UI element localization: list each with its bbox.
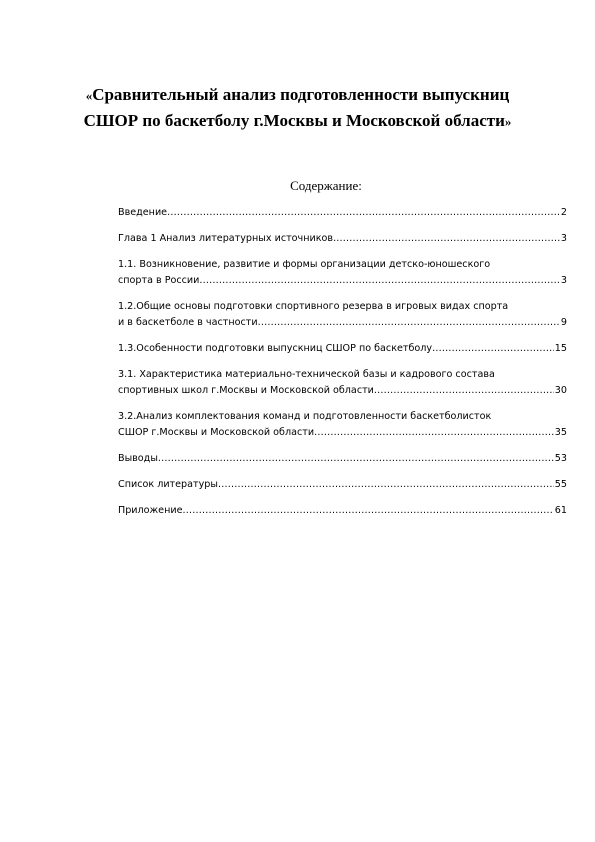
toc-entry-text-line: 3.2.Анализ комплектования команд и подготовленности баскетболисток bbox=[118, 411, 492, 422]
toc-dot-leader bbox=[167, 205, 560, 221]
title-line-2-text: СШОР по баскетболу г.Москвы и Московской области bbox=[83, 111, 505, 130]
title-line-2 bbox=[60, 108, 535, 134]
toc-dot-leader bbox=[183, 503, 554, 519]
table-of-contents bbox=[118, 205, 567, 529]
toc-entry-leader-line bbox=[118, 231, 567, 247]
toc-entry[interactable] bbox=[118, 341, 567, 357]
toc-entry-text: и в баскетболе в частности bbox=[118, 317, 258, 328]
toc-dot-leader bbox=[374, 383, 554, 399]
toc-entry-leader-line bbox=[118, 477, 567, 493]
toc-dot-leader bbox=[199, 273, 559, 289]
toc-entry-text: Приложение bbox=[118, 505, 183, 516]
toc-entry-text: 1.3.Особенности подготовки выпускниц СШОР по баскетболу bbox=[118, 343, 433, 354]
toc-entry[interactable] bbox=[118, 451, 567, 467]
toc-heading: Содержание: bbox=[290, 178, 362, 193]
toc-page-number: 61 bbox=[554, 505, 567, 516]
title-line-1-text: Сравнительный анализ подготовленности выпускниц bbox=[92, 85, 510, 104]
toc-dot-leader bbox=[314, 425, 554, 441]
toc-entry[interactable] bbox=[118, 503, 567, 519]
toc-page-number: 3 bbox=[560, 275, 567, 286]
toc-entry[interactable] bbox=[118, 477, 567, 493]
toc-entry-leader-line bbox=[118, 273, 567, 289]
toc-entry[interactable] bbox=[118, 409, 567, 441]
toc-entry[interactable] bbox=[118, 231, 567, 247]
toc-dot-leader bbox=[218, 477, 554, 493]
toc-entry[interactable] bbox=[118, 299, 567, 331]
toc-entry[interactable] bbox=[118, 367, 567, 399]
toc-page-number: 55 bbox=[554, 479, 567, 490]
toc-page-number: 53 bbox=[554, 453, 567, 464]
toc-entry[interactable] bbox=[118, 205, 567, 221]
toc-entry-leader-line bbox=[118, 425, 567, 441]
toc-entry-text: Список литературы bbox=[118, 479, 218, 490]
toc-dot-leader bbox=[158, 451, 554, 467]
toc-page-number: 9 bbox=[560, 317, 567, 328]
title-close-quote: » bbox=[504, 114, 512, 129]
toc-page-number: 15 bbox=[554, 343, 567, 354]
toc-entry-leader-line bbox=[118, 341, 567, 357]
toc-entry-text: спорта в России bbox=[118, 275, 200, 286]
toc-entry-leader-line bbox=[118, 383, 567, 399]
toc-entry[interactable] bbox=[118, 257, 567, 289]
toc-page-number: 30 bbox=[554, 385, 567, 396]
document-title bbox=[60, 82, 535, 134]
toc-dot-leader bbox=[333, 231, 560, 247]
toc-entry-text-line: 1.2.Общие основы подготовки спортивного резерва в игровых видах спорта bbox=[118, 301, 509, 312]
toc-entry-text: СШОР г.Москвы и Московской области bbox=[118, 427, 315, 438]
title-line-1 bbox=[60, 82, 535, 108]
toc-entry-text: Выводы bbox=[118, 453, 158, 464]
title-open-quote: « bbox=[85, 88, 93, 103]
toc-entry-leader-line bbox=[118, 205, 567, 221]
toc-entry-leader-line bbox=[118, 503, 567, 519]
toc-entry-leader-line bbox=[118, 451, 567, 467]
toc-page-number: 35 bbox=[554, 427, 567, 438]
toc-dot-leader bbox=[432, 341, 554, 357]
toc-entry-text: спортивных школ г.Москвы и Московской области bbox=[118, 385, 374, 396]
toc-dot-leader bbox=[258, 315, 560, 331]
toc-entry-leader-line bbox=[118, 315, 567, 331]
toc-entry-text-line: 3.1. Характеристика материально-технической базы и кадрового состава bbox=[118, 369, 495, 380]
toc-entry-text: Глава 1 Анализ литературных источников bbox=[118, 233, 334, 244]
toc-page-number: 3 bbox=[560, 233, 567, 244]
toc-entry-text: Введение bbox=[118, 207, 168, 218]
toc-entry-text-line: 1.1. Возникновение, развитие и формы организации детско-юношеского bbox=[118, 259, 491, 270]
toc-page-number: 2 bbox=[560, 207, 567, 218]
